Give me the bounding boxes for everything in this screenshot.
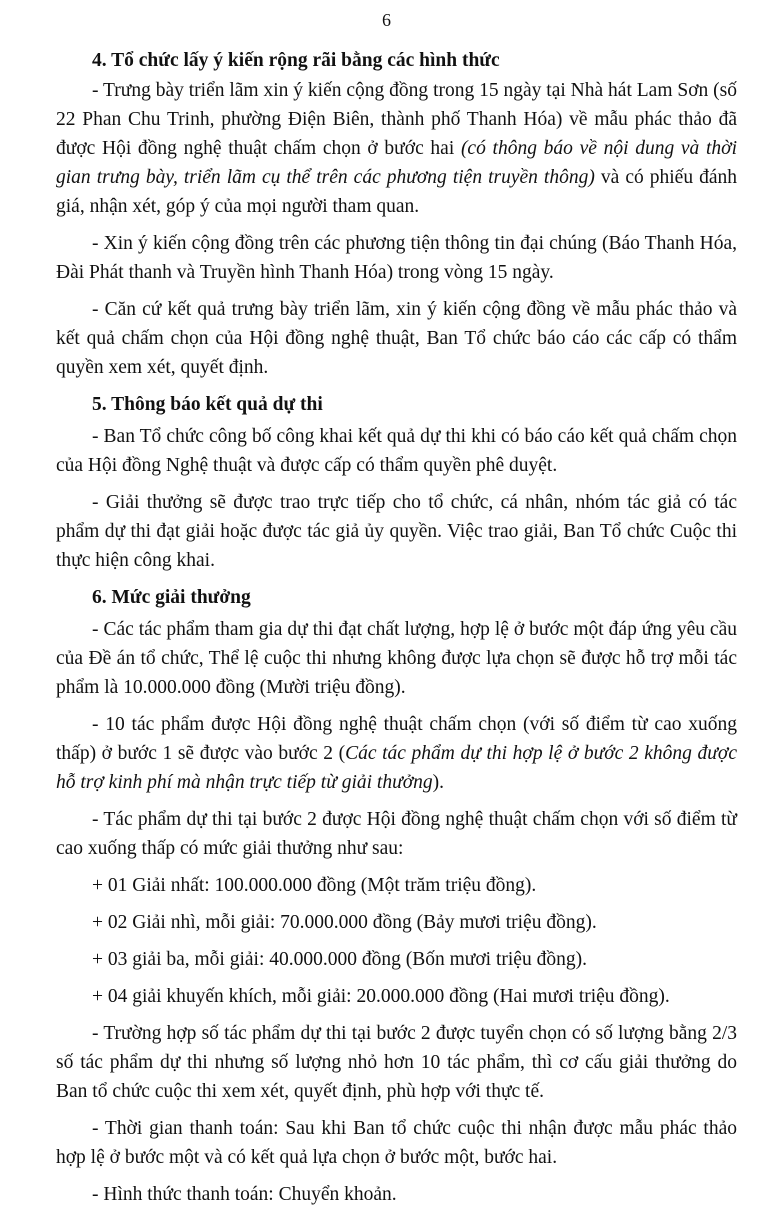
paragraph: - Xin ý kiến cộng đồng trên các phương tiện thông tin đại chúng (Báo Thanh Hóa, Đài Phát thanh và Truyền hình Thanh Hóa) trong vòng 15 ngày. — [56, 233, 737, 283]
paragraph: - Thời gian thanh toán: Sau khi Ban tổ chức cuộc thi nhận được mẫu phác thảo hợp lệ ở bước một và có kết quả lựa chọn ở bước một, bước hai. — [56, 1118, 737, 1168]
paragraph-text: - 10 tác phẩm được Hội đồng nghệ thuật chấm chọn (với số điểm từ cao xuống thấp) ở bước 1 sẽ được vào bước 2 ( — [56, 714, 737, 764]
paragraph: - Căn cứ kết quả trưng bày triển lãm, xin ý kiến cộng đồng về mẫu phác thảo và kết quả chấm chọn của Hội đồng nghệ thuật, Ban Tổ chức báo cáo các cấp có thẩm quyền xem xét, quyết định. — [56, 299, 737, 378]
paragraph-text: ). — [432, 772, 444, 793]
paragraph: - Các tác phẩm tham gia dự thi đạt chất lượng, hợp lệ ở bước một đáp ứng yêu cầu của Đề án tổ chức, Thể lệ cuộc thi nhưng không được lựa chọn sẽ được hỗ trợ mỗi tác phẩm là 10.000.000 đồng (Mười triệu đồng). — [56, 619, 737, 698]
prize-item: + 04 giải khuyến khích, mỗi giải: 20.000.000 đồng (Hai mươi triệu đồng). — [92, 986, 670, 1007]
document-body — [56, 46, 737, 1217]
paragraph-text: - Trưng bày triển lãm xin ý kiến cộng đồng trong 15 ngày tại Nhà hát Lam Sơn (số 22 Phan Chu Trinh, phường Điện Biên, thành phố Thanh Hóa) về mẫu phác thảo đã được Hội đồng nghệ thuật chấm chọn ở bước hai — [56, 80, 737, 159]
paragraph: - Giải thưởng sẽ được trao trực tiếp cho tổ chức, cá nhân, nhóm tác giả có tác phẩm dự thi đạt giải hoặc được tác giả ủy quyền. Việc trao giải, Ban Tổ chức Cuộc thi thực hiện công khai. — [56, 492, 737, 571]
paragraph: - Trường hợp số tác phẩm dự thi tại bước 2 được tuyển chọn có số lượng bằng 2/3 số tác phẩm dự thi nhưng số lượng nhỏ hơn 10 tác phẩm, thì cơ cấu giải thưởng do Ban tổ chức cuộc thi xem xét, quyết định, phù hợp với thực tế. — [56, 1023, 737, 1102]
prize-item: + 01 Giải nhất: 100.000.000 đồng (Một trăm triệu đồng). — [92, 875, 537, 896]
section-heading-4: 4. Tổ chức lấy ý kiến rộng rãi bằng các hình thức — [92, 50, 500, 71]
page-number: 6 — [382, 10, 391, 30]
paragraph-text: và có phiếu đánh giá, nhận xét, góp ý của mọi người tham quan. — [56, 167, 737, 217]
paragraph — [56, 76, 737, 221]
paragraph: - Ban Tổ chức công bố công khai kết quả dự thi khi có báo cáo kết quả chấm chọn của Hội đồng Nghệ thuật và được cấp có thẩm quyền phê duyệt. — [56, 426, 737, 476]
italic-note: (có thông báo về nội dung và thời gian trưng bày, triển lãm cụ thể trên các phương tiện truyền thông) — [56, 138, 737, 188]
paragraph: - Tác phẩm dự thi tại bước 2 được Hội đồng nghệ thuật chấm chọn với số điểm từ cao xuống thấp có mức giải thưởng như sau: — [56, 809, 737, 859]
italic-note: Các tác phẩm dự thi hợp lệ ở bước 2 không được hỗ trợ kinh phí mà nhận trực tiếp từ giải thưởng — [56, 743, 737, 793]
paragraph — [56, 710, 737, 797]
section-heading-5: 5. Thông báo kết quả dự thi — [92, 394, 323, 415]
paragraph: - Hình thức thanh toán: Chuyển khoản. — [92, 1184, 397, 1205]
prize-item: + 02 Giải nhì, mỗi giải: 70.000.000 đồng (Bảy mươi triệu đồng). — [92, 912, 597, 933]
prize-item: + 03 giải ba, mỗi giải: 40.000.000 đồng (Bốn mươi triệu đồng). — [92, 949, 587, 970]
section-heading-6: 6. Mức giải thưởng — [92, 587, 251, 608]
